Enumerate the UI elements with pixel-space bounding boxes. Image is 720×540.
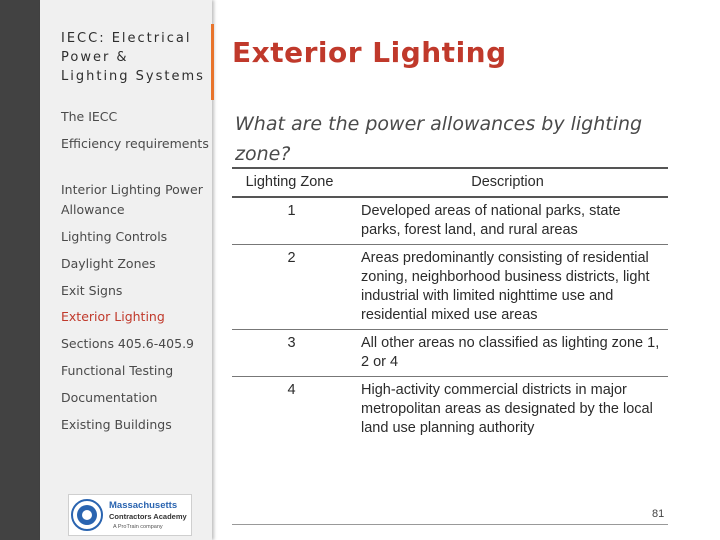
table-row — [232, 245, 668, 330]
sidebar-item-efficiency-requirements[interactable]: Efficiency requirements — [61, 136, 209, 151]
header-description: Description — [347, 168, 668, 197]
table-row — [232, 330, 668, 377]
zone-cell: 1 — [232, 197, 347, 245]
logo-line-2: Contractors Academy — [109, 512, 187, 521]
page-number: 81 — [652, 508, 665, 520]
description-cell: Areas predominantly consisting of residential zoning, neighborhood business districts, light industrial with limited nighttime use and residential mixed use areas — [347, 245, 668, 330]
sidebar — [40, 0, 212, 540]
sidebar-item-functional-testing[interactable]: Functional Testing — [61, 363, 174, 378]
table-row — [232, 197, 668, 245]
sidebar-item-exterior-lighting[interactable]: Exterior Lighting — [61, 309, 165, 324]
description-cell: High-activity commercial districts in major metropolitan areas as designated by the local land use planning authority — [361, 382, 653, 436]
sidebar-item-the-iecc[interactable]: The IECC — [61, 109, 118, 124]
sidebar-title: IECC: Electrical Power & Lighting Systems — [61, 31, 205, 84]
logo-line-3: A ProTrain company — [113, 524, 163, 530]
zone-cell: 4 — [287, 382, 296, 398]
sidebar-item-daylight-zones[interactable]: Daylight Zones — [61, 256, 156, 271]
sidebar-item-sections-405[interactable]: Sections 405.6-405.9 — [61, 336, 195, 351]
sidebar-item-existing-buildings[interactable]: Existing Buildings — [61, 417, 172, 432]
sidebar-item-documentation[interactable]: Documentation — [61, 390, 158, 405]
zone-cell: 2 — [232, 245, 347, 330]
description-cell: Developed areas of national parks, state parks, forest land, and rural areas — [347, 197, 668, 245]
logo-line-1: Massachusetts — [109, 500, 178, 511]
table-header-row — [232, 168, 668, 197]
left-edge-strip — [0, 0, 40, 540]
academy-logo-graphic — [69, 495, 191, 535]
footer-rule — [232, 524, 668, 525]
title-accent-bar — [211, 24, 214, 100]
question-subtitle: What are the power allowances by lighting zone? — [235, 113, 643, 165]
page-title: Exterior Lighting — [232, 36, 507, 69]
academy-logo — [68, 494, 192, 536]
lighting-zones-table — [232, 167, 668, 442]
table-row — [232, 377, 668, 443]
sidebar-item-lighting-controls[interactable]: Lighting Controls — [61, 229, 168, 244]
zone-cell: 3 — [232, 330, 347, 377]
description-cell: All other areas no classified as lighting zone 1, 2 or 4 — [347, 330, 668, 377]
header-lighting-zone: Lighting Zone — [232, 168, 347, 197]
sidebar-item-exit-signs[interactable]: Exit Signs — [61, 283, 123, 298]
sidebar-item-interior-lighting-power-allowance[interactable]: Interior Lighting Power Allowance — [61, 182, 203, 217]
